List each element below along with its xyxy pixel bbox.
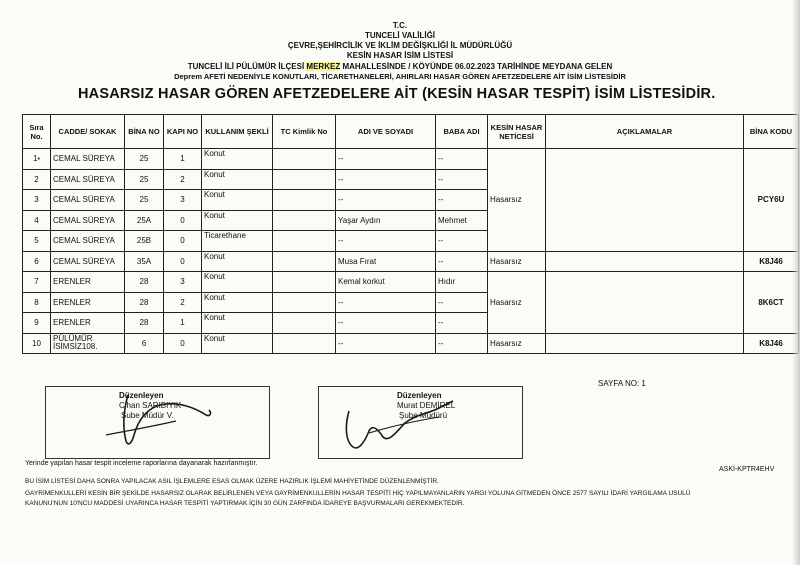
cell-bina: 25B bbox=[125, 231, 164, 252]
cell-tc bbox=[273, 333, 336, 354]
cell-status-group2: Hasarsız bbox=[488, 251, 546, 272]
cell-sira: 8 bbox=[23, 292, 51, 313]
cell-code-group2: K8J46 bbox=[744, 251, 799, 272]
signature-left-name: Cihan SARIBIYIK bbox=[119, 401, 182, 410]
footer-line-2: GAYRİMENKULLERİ KESİN BİR ŞEKİLDE HASARSIZ OLARAK BELİRLENEN VEYA GAYRİMENKULLERİN HASAR TESPİTİ HİÇ YAPILMAYANLARIN YARGI YOLUNA GİTMEDEN ÖNCE 2577 SAYILI İDARİ YARGILAMA USULÜ bbox=[25, 490, 691, 497]
header-list-name: KESİN HASAR İSİM LİSTESİ bbox=[346, 51, 454, 60]
table-row bbox=[23, 251, 799, 272]
cell-cadde: CEMAL SÜREYA bbox=[51, 169, 125, 190]
cell-aciklama-group1 bbox=[546, 149, 744, 252]
cell-cadde: CEMAL SÜREYA bbox=[51, 251, 125, 272]
col-bina: BİNA NO bbox=[125, 115, 164, 149]
header-location-pre: TUNCELİ İLİ PÜLÜMÜR İLÇESİ bbox=[187, 62, 305, 71]
cell-tc bbox=[273, 292, 336, 313]
cell-baba: -- bbox=[436, 292, 488, 313]
table-row bbox=[23, 333, 799, 354]
cell-adi: -- bbox=[336, 333, 436, 354]
col-sira: Sıra No. bbox=[23, 115, 51, 149]
cell-adi: Kemal korkut bbox=[336, 272, 436, 293]
cell-kapi: 2 bbox=[164, 292, 202, 313]
col-kesin: KESİN HASAR NETİCESİ bbox=[488, 115, 546, 149]
cell-aciklama-group3 bbox=[546, 272, 744, 334]
col-cadde: CADDE/ SOKAK bbox=[51, 115, 125, 149]
cell-kullanim: Konut bbox=[202, 333, 273, 354]
cell-baba: -- bbox=[436, 313, 488, 334]
cell-bina: 25 bbox=[125, 149, 164, 170]
signature-right-role: Şube Müdürü bbox=[399, 411, 448, 420]
cell-sira: 9 bbox=[23, 313, 51, 334]
cell-kapi: 0 bbox=[164, 231, 202, 252]
cell-adi: -- bbox=[336, 190, 436, 211]
cell-kullanim: Konut bbox=[202, 251, 273, 272]
signature-left-role: Şube Müdür V. bbox=[121, 411, 174, 420]
cell-code-group1: PCY6U bbox=[744, 149, 799, 252]
col-kapi: KAPI NO bbox=[164, 115, 202, 149]
cell-kapi: 0 bbox=[164, 333, 202, 354]
cell-kapi: 1 bbox=[164, 149, 202, 170]
cell-sira: 3 bbox=[23, 190, 51, 211]
cell-kapi: 1 bbox=[164, 313, 202, 334]
col-aciklama: AÇIKLAMALAR bbox=[546, 115, 744, 149]
cell-sira: 10 bbox=[23, 333, 51, 354]
table-header-row bbox=[23, 115, 799, 149]
cell-code-group3: 8K6CT bbox=[744, 272, 799, 334]
cell-sira: 5 bbox=[23, 231, 51, 252]
cell-kapi: 0 bbox=[164, 251, 202, 272]
cell-status-group3: Hasarsız bbox=[488, 272, 546, 334]
footer-line-3: KANUNU'NUN 10'NCU MADDESİ UYARINCA HASAR TESPİTİ YAPTIRMAK İÇİN 30 GÜN ZARFINDA İDAREYE BAŞVURMALARI GEREKMEKTEDİR. bbox=[25, 500, 465, 507]
cell-adi: Yaşar Aydın bbox=[336, 210, 436, 231]
cell-tc bbox=[273, 169, 336, 190]
cell-sira: 6 bbox=[23, 251, 51, 272]
cell-kullanim: Konut bbox=[202, 272, 273, 293]
cell-tc bbox=[273, 149, 336, 170]
cell-baba: Hıdır bbox=[436, 272, 488, 293]
cell-mark: • bbox=[37, 156, 40, 164]
table-row bbox=[23, 149, 799, 170]
cell-kullanim: Konut bbox=[202, 149, 273, 170]
cell-baba: -- bbox=[436, 333, 488, 354]
page-number: SAYFA NO: 1 bbox=[598, 379, 646, 388]
cell-cadde: ERENLER bbox=[51, 272, 125, 293]
cell-kapi: 0 bbox=[164, 210, 202, 231]
cell-kapi: 2 bbox=[164, 169, 202, 190]
cell-cadde: CEMAL SÜREYA bbox=[51, 231, 125, 252]
cell-tc bbox=[273, 231, 336, 252]
header-location-highlight: MERKEZ bbox=[306, 62, 341, 71]
cell-cadde: ERENLER bbox=[51, 292, 125, 313]
cell-status-group4: Hasarsız bbox=[488, 333, 546, 354]
cell-baba: -- bbox=[436, 231, 488, 252]
cell-baba: -- bbox=[436, 169, 488, 190]
cell-tc bbox=[273, 272, 336, 293]
cell-adi: -- bbox=[336, 292, 436, 313]
scan-edge-shadow bbox=[792, 0, 800, 565]
footer-line-1: BU İSİM LİSTESİ DAHA SONRA YAPILACAK ASIL İŞLEMLERE ESAS OLMAK ÜZERE HAZIRLIK İŞLEMİ MAHİYETİNDE DÜZENLENMİŞTİR. bbox=[25, 478, 439, 485]
cell-kullanim: Konut bbox=[202, 313, 273, 334]
cell-sira: 4 bbox=[23, 210, 51, 231]
cell-cadde: PÜLÜMÜR İSİMSİZ108. bbox=[51, 333, 125, 354]
cell-bina: 6 bbox=[125, 333, 164, 354]
header-disaster-type: Deprem bbox=[174, 72, 203, 81]
header-location-line bbox=[0, 62, 800, 71]
signature-box-left bbox=[45, 386, 270, 459]
signature-right-title: Düzenleyen bbox=[397, 391, 442, 400]
damage-list-table bbox=[22, 114, 799, 354]
header-disaster-line bbox=[0, 72, 800, 81]
cell-kapi: 3 bbox=[164, 272, 202, 293]
cell-kullanim: Konut bbox=[202, 190, 273, 211]
reference-code: ASKİ-KPTR4EHV bbox=[719, 466, 775, 473]
cell-baba: -- bbox=[436, 149, 488, 170]
cell-bina: 28 bbox=[125, 292, 164, 313]
cell-bina: 35A bbox=[125, 251, 164, 272]
cell-sira bbox=[23, 149, 51, 170]
col-adi: ADI VE SOYADI bbox=[336, 115, 436, 149]
cell-bina: 28 bbox=[125, 313, 164, 334]
cell-aciklama-group4 bbox=[546, 333, 744, 354]
cell-code-group4: K8J46 bbox=[744, 333, 799, 354]
cell-adi: Musa Fırat bbox=[336, 251, 436, 272]
signature-box-right bbox=[318, 386, 523, 459]
cell-kullanim: Konut bbox=[202, 169, 273, 190]
cell-cadde: CEMAL SÜREYA bbox=[51, 210, 125, 231]
cell-aciklama-group2 bbox=[546, 251, 744, 272]
cell-bina: 25A bbox=[125, 210, 164, 231]
header-directorate: ÇEVRE,ŞEHİRCİLİK VE İKLİM DEĞİŞKLİĞİ İL MÜDÜRLÜĞÜ bbox=[287, 41, 513, 50]
header-location-post: MAHALLESİNDE / KÖYÜNDE 06.02.2023 TARİHİNDE MEYDANA GELEN bbox=[342, 62, 613, 71]
signature-right-icon bbox=[319, 397, 522, 455]
cell-kapi: 3 bbox=[164, 190, 202, 211]
cell-baba: -- bbox=[436, 251, 488, 272]
col-baba: BABA ADI bbox=[436, 115, 488, 149]
table-row bbox=[23, 272, 799, 293]
signature-right-name: Murat DEMİREL bbox=[397, 401, 456, 410]
cell-sira: 7 bbox=[23, 272, 51, 293]
col-kullanim: KULLANIM ŞEKLİ bbox=[202, 115, 273, 149]
signature-left-icon bbox=[66, 391, 246, 455]
main-title: HASARSIZ HASAR GÖREN AFETZEDELERE AİT (KESİN HASAR TESPİT) İSİM LİSTESİDİR. bbox=[78, 86, 716, 102]
cell-cadde: ERENLER bbox=[51, 313, 125, 334]
header-disaster-rest: AFETİ NEDENİYLE KONUTLARI, TİCARETHANELERİ, AHIRLARI HASAR GÖREN AFETZEDELERE AİT İSİM LİSTESİDİR bbox=[203, 72, 626, 81]
cell-sira-value: 1 bbox=[33, 154, 38, 164]
cell-adi: -- bbox=[336, 231, 436, 252]
cell-baba: -- bbox=[436, 190, 488, 211]
header-tc: T.C. bbox=[392, 21, 408, 30]
cell-cadde: CEMAL SÜREYA bbox=[51, 190, 125, 211]
col-kod: BİNA KODU bbox=[744, 115, 799, 149]
cell-tc bbox=[273, 251, 336, 272]
cell-kullanim: Konut bbox=[202, 292, 273, 313]
cell-tc bbox=[273, 210, 336, 231]
cell-bina: 25 bbox=[125, 190, 164, 211]
cell-kullanim: Konut bbox=[202, 210, 273, 231]
note-inspection-basis: Yerinde yapılan hasar tespit inceleme raporlarına dayanarak hazırlanmıştır. bbox=[25, 460, 258, 467]
cell-tc bbox=[273, 313, 336, 334]
cell-baba: Mehmet bbox=[436, 210, 488, 231]
cell-tc bbox=[273, 190, 336, 211]
cell-adi: -- bbox=[336, 169, 436, 190]
col-tc: TC Kimlik No bbox=[273, 115, 336, 149]
cell-adi: -- bbox=[336, 149, 436, 170]
cell-bina: 25 bbox=[125, 169, 164, 190]
cell-bina: 28 bbox=[125, 272, 164, 293]
cell-status-group1: Hasarsız bbox=[488, 149, 546, 252]
cell-sira: 2 bbox=[23, 169, 51, 190]
signature-left-title: Düzenleyen bbox=[119, 391, 164, 400]
header-governorship: TUNCELİ VALİLİĞİ bbox=[364, 31, 436, 40]
cell-cadde: CEMAL SÜREYA bbox=[51, 149, 125, 170]
cell-adi: -- bbox=[336, 313, 436, 334]
cell-kullanim: Ticarethane bbox=[202, 231, 273, 252]
